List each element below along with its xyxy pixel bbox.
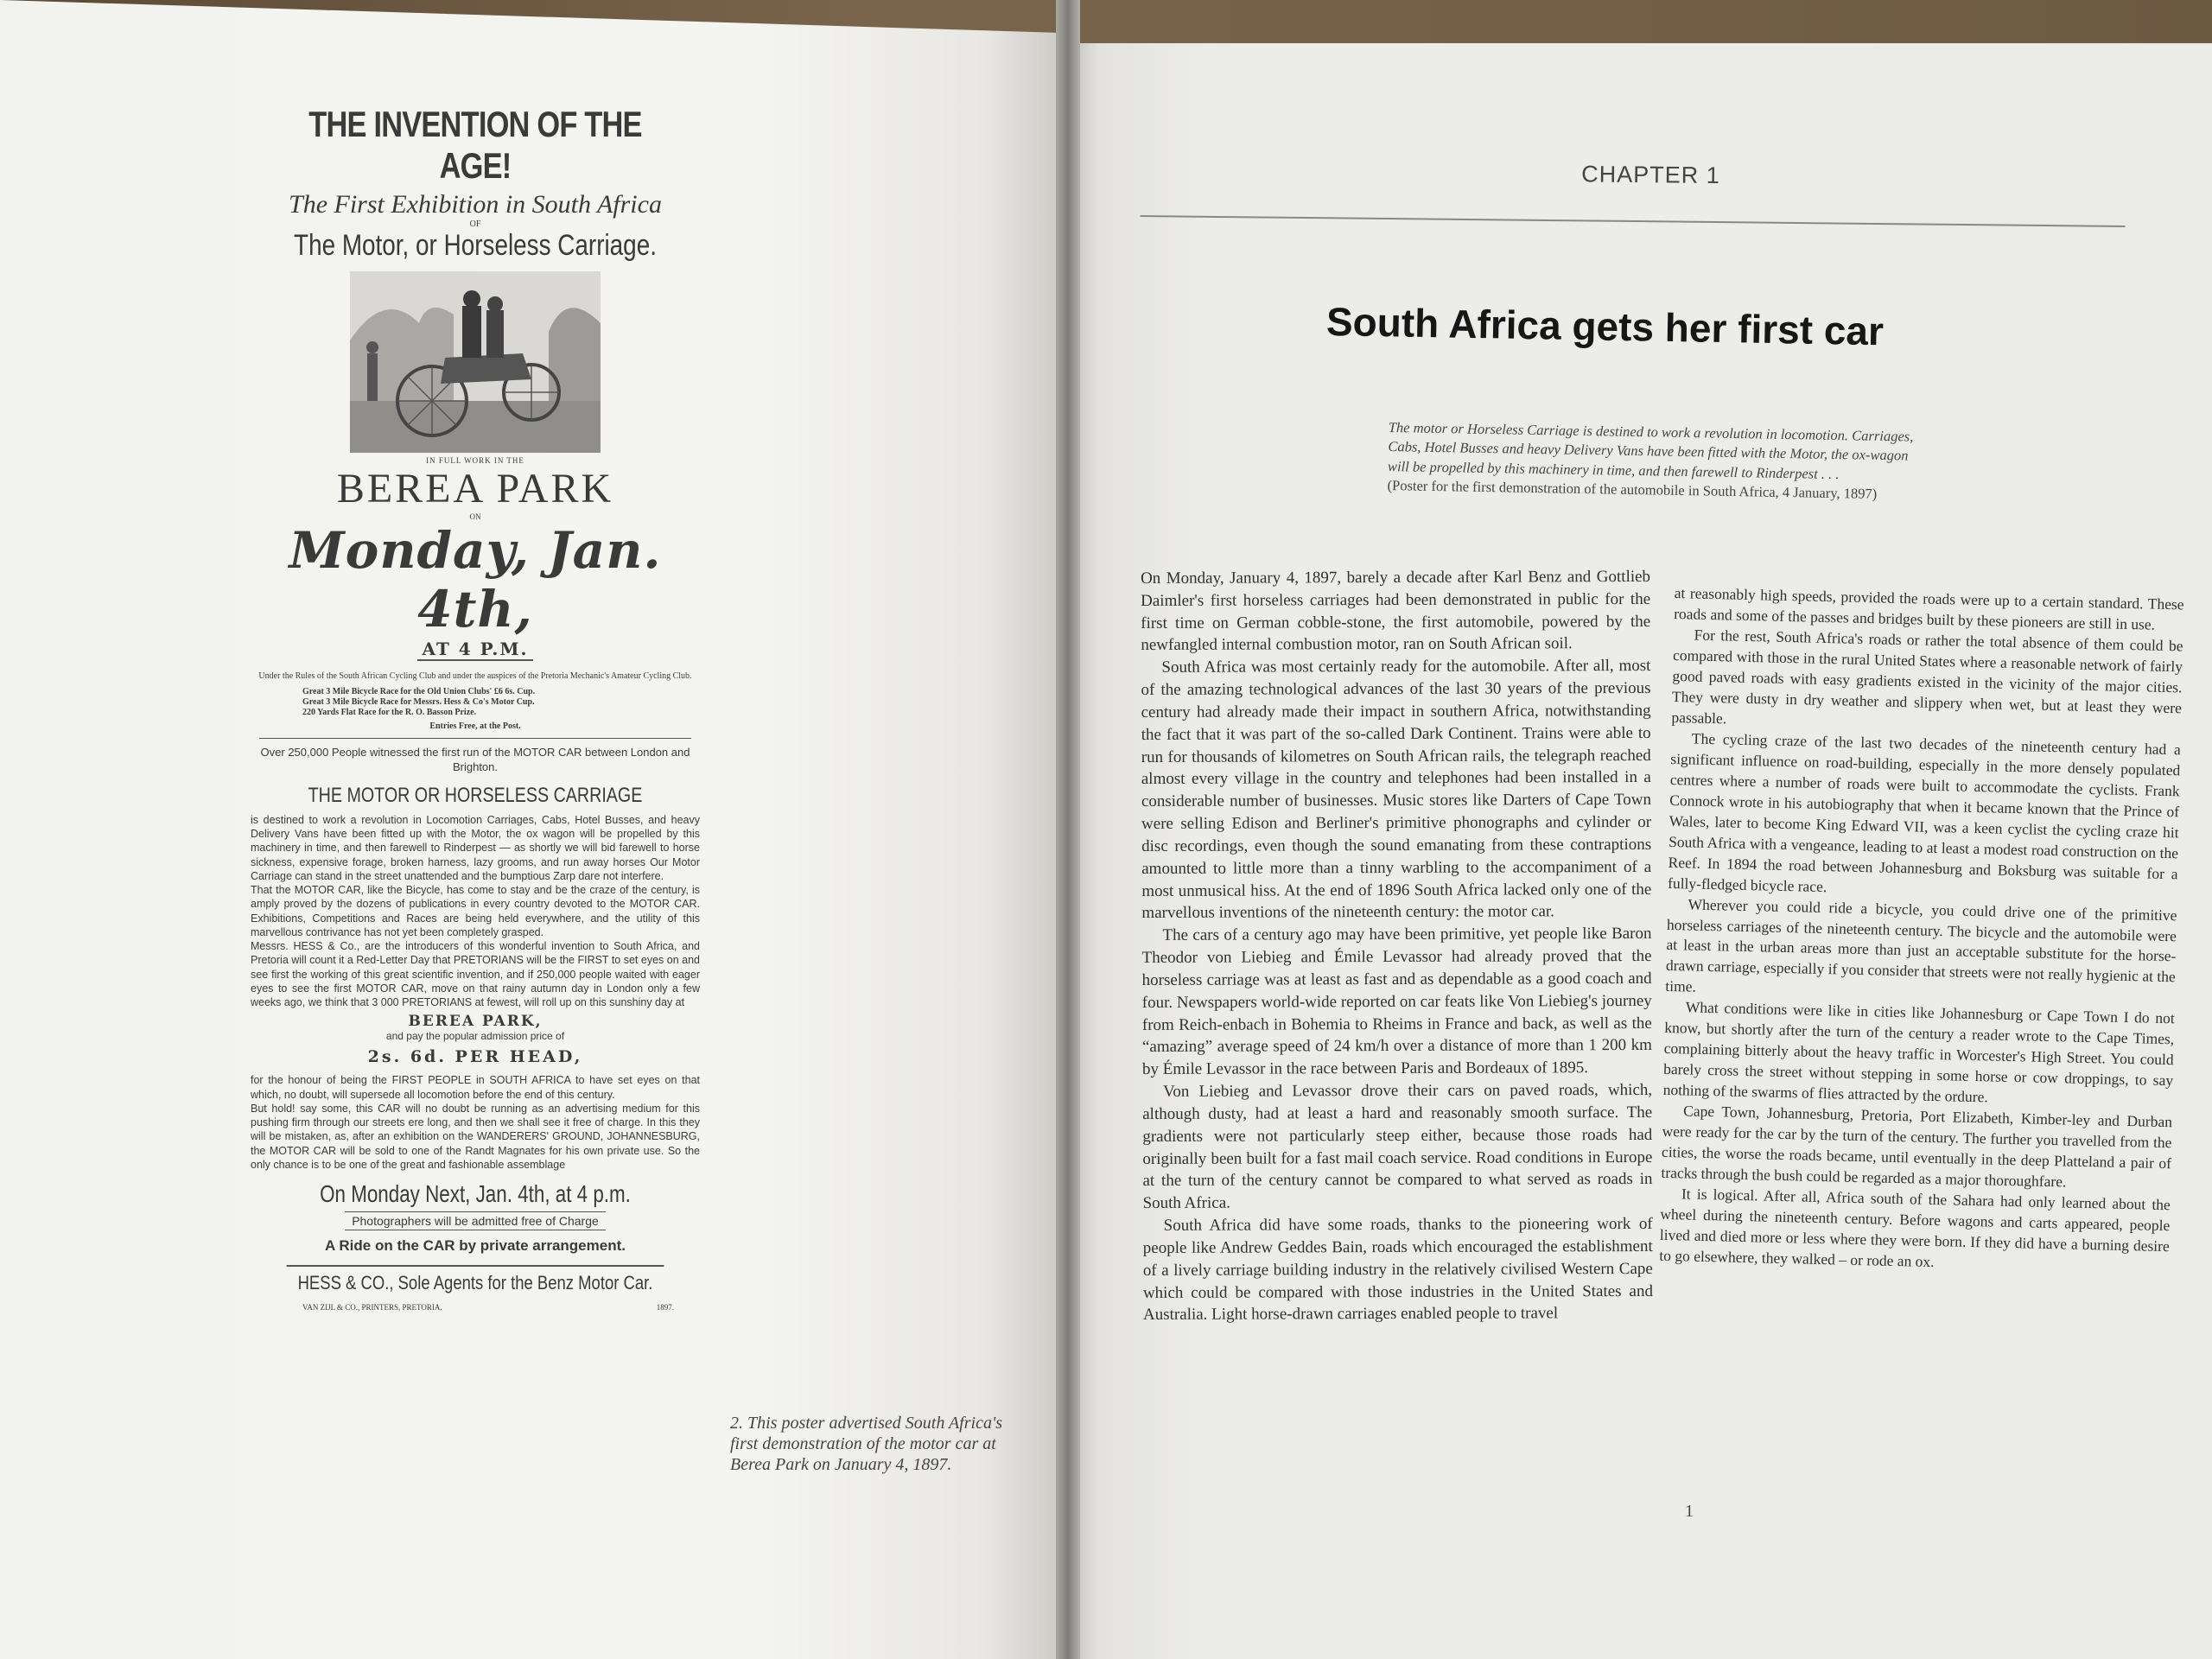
paragraph: South Africa did have some roads, thanks to the pioneering work of people like Andrew Geddes Bain, roads which encouraged the establishment of a lively carriage building industry in the relatively civilised Western Cape which could be compared with those industries in the United States and Australia. Light horse-drawn carriages enabled people to travel: [1142, 1214, 1653, 1325]
poster-over: Over 250,000 People witnessed the first run of the MOTOR CAR between London and Brighton.: [260, 746, 690, 773]
poster-printer: VAN ZIJL & CO., PRINTERS, PRETORIA.: [302, 1303, 442, 1313]
paragraph: The cars of a century ago may have been primitive, yet people like Baron Theodor von Liebieg and Émile Levassor had already proved that the horseless carriage was at least as fast and as dependable as a good coach and four. Newspapers world-wide reported on car feats like Von Liebieg's journey from Reich-enbach in Bohemia to Rheims in France and back, as well as the “amazing” average speed of 24 km/h over a distance of more than 1 200 km by Émile Levassor in the race between Paris and Bordeaux of 1895.: [1141, 925, 1652, 1079]
poster-race: Great 3 Mile Bicycle Race for Messrs. Hess & Co's Motor Cup.: [302, 697, 535, 707]
poster-body-5: But hold! say some, this CAR will no doubt be running as an advertising medium for this pushing firm through our streets ere long, and then we shall see it free of charge. In this they will be mistaken, as, after an exhibition on the WANDERERS' GROUND, JOHANNESBURG, the MOTOR CAR will be sold to one of the Randt Magnates for his own private use. So the only chance is to be one of the great and fashionable assemblage: [251, 1102, 700, 1171]
chapter-title: South Africa gets her first car: [1325, 299, 1885, 354]
poster-venue: BEREA PARK: [336, 466, 614, 512]
poster-next: On Monday Next, Jan. 4th, at 4 p.m.: [320, 1180, 631, 1208]
page-number: 1: [1685, 1502, 1694, 1521]
poster-year: 1897.: [656, 1303, 674, 1313]
poster-admission: and pay the popular admission price of: [385, 1030, 565, 1043]
poster-time: AT 4 P.M.: [417, 639, 534, 661]
poster-headline: THE INVENTION OF THE AGE!: [308, 104, 642, 186]
paragraph: Wherever you could ride a bicycle, you could drive one of the primitive horseless carriages of the nineteenth century. The bicycle and the automobile were at least in the urban areas more than just an acceptable substitute for the horse-drawn carriage, especially if you consider that streets were not really hygienic at the time.: [1665, 894, 2177, 996]
poster-in-full-work: IN FULL WORK IN THE: [426, 456, 524, 465]
figure-caption: 2. This poster advertised South Africa's first demonstration of the motor car at Berea Park on January 4, 1897.: [730, 1414, 1003, 1474]
paragraph: For the rest, South Africa's roads or rather the total absence of them could be compared with those in the rural United States where a reasonable network of fairly good paved roads with easy gradients existed in the vicinity of the major cities. They were dusty in dry weather and slippery when wet, but at least they were passable.: [1671, 626, 2183, 728]
poster-body-2: That the MOTOR CAR, like the Bicycle, has come to stay and be the craze of the century, is amply proved by the dozens of publications in every country devoted to the MOTOR CAR. Exhibitions, Competitions and Races are being held everywhere, and the utility of this marvellous contrivance has not yet been completely grasped.: [251, 884, 700, 938]
poster-photographers: Photographers will be admitted free of Charge: [345, 1211, 606, 1230]
poster-subject: The Motor, or Horseless Carriage.: [294, 229, 657, 262]
epigraph-source: (Poster for the first demonstration of the automobile in South Africa, 4 January, 1897): [1387, 476, 1878, 502]
poster-entries: Entries Free, at the Post.: [429, 721, 521, 731]
poster-motor-heading: THE MOTOR OR HORSELESS CARRIAGE: [308, 783, 643, 807]
paragraph: Cape Town, Johannesburg, Pretoria, Port Elizabeth, Kimber-ley and Durban were ready for the car by the turn of the century. The further you travelled from the cities, the worse the roads became, until eventually in the deep Platteland a pair of tracks through the bush could be regarded as a major thoroughfare.: [1661, 1102, 2173, 1191]
paragraph: The cycling craze of the last two decades of the nineteenth century had a significant influence on road-building, especially in the more densely populated centres where a number of roads were built to accommodate the cyclists. Frank Connock wrote in his autobiography that when it became known that the Prince of Wales, later to become King Edward VII, was a keen cyclist the cycling craze hit South Africa with a vengeance, leading to at least a modest road construction on the Reef. In 1894 the road between Johannesburg and Boksburg was suitable for a fully-fledged bicycle race.: [1667, 729, 2182, 895]
poster-rules: Under the Rules of the South African Cycling Club and under the auspices of the Pretoria Mechanic's Amateur Cycling Club.: [258, 671, 692, 681]
poster-on: ON: [469, 512, 481, 521]
poster-printer-line: [302, 1303, 674, 1312]
poster-body-1: is destined to work a revolution in Locomotion Carriages, Cabs, Hotel Busses, and heavy Delivery Vans have been fitted up with the Motor, the ox wagon will be propelled by this machinery in time, and then farewell to Rinderpest — as shortly we will bid farewell to horse sickness, expensive forage, broken harness, lazy grooms, and run away horses Our Motor Carriage can stand in the street unattended and the bumptious Zarp dare not interfere.: [251, 813, 700, 882]
poster-venue-2: BEREA PARK,: [408, 1013, 543, 1031]
epigraph: [1387, 418, 1923, 505]
paragraph: South Africa was most certainly ready for the automobile. After all, most of the amazing technological advances of the last 30 years of the previous century had already made their impact in southern Africa, notwithstanding the fact that it was part of the so-called Dark Continent. Trains were able to run for thousands of kilometres on South African rails, the telegraph reached almost every village in the country and telephones had been installed in a considerable number of businesses. Music stores like Darters of Cape Town were selling Edison and Berliner's primitive phonographs and cylinder or disc recordings, even though the sound emanating from these contraptions amounted to little more than a tinny warbling to the accompaniment of a most unmusical hiss. At the end of 1896 South Africa lacked only one of the marvellous inventions of the nineteenth century: the motor car.: [1141, 657, 1652, 923]
poster-body-4: for the honour of being the FIRST PEOPLE in SOUTH AFRICA to have set eyes on that which, no doubt, will supersede all locomotion before the end of this century.: [251, 1074, 700, 1101]
poster-date: Monday, Jan. 4th,: [289, 521, 662, 639]
poster: [251, 104, 700, 1312]
paragraph: It is logical. After all, Africa south of the Sahara had only learned about the wheel during the nineteenth century. Before wagons and carts appeared, people lived and died more or less where they were born. If they did have a burning desire to go elsewhere, they walked – or rode an ox.: [1659, 1185, 2171, 1271]
poster-agents: HESS & CO., Sole Agents for the Benz Motor Car.: [287, 1265, 664, 1294]
chapter-header: [1141, 155, 2126, 227]
poster-race: 220 Yards Flat Race for the R. O. Basson Prize.: [302, 708, 477, 717]
poster-divider: [259, 738, 691, 739]
text-column-2: [1659, 583, 2184, 1278]
poster-race: Great 3 Mile Bicycle Race for the Old Union Clubs' £6 6s. Cup.: [302, 687, 536, 696]
paragraph: On Monday, January 4, 1897, barely a decade after Karl Benz and Gottlieb Daimler's first horseless carriages had been demonstrated in public for the first time on German cobble-stone, the first automobile, powered by the newfangled internal combustion motor, ran on South African soil.: [1141, 567, 1651, 655]
paragraph: at reasonably high speeds, provided the roads were up to a certain standard. These roads and some of the passes and bridges built by these pioneers are still in use.: [1673, 583, 2184, 633]
paragraph: Von Liebieg and Levassor drove their cars on paved roads, which, although dusty, had at least a hard and reasonably smooth surface. The gradients were not particularly steep either, because those roads had originally been built for a fast mail coach service. Road conditions in Europe at the turn of the century cannot be compared to what served as roads in South Africa.: [1142, 1080, 1653, 1213]
chapter-label: CHAPTER 1: [1581, 161, 1720, 189]
poster-subhead: The First Exhibition in South Africa: [289, 190, 662, 219]
poster-races: [302, 687, 700, 718]
book-spine: [1056, 0, 1080, 1659]
text-column-1: [1141, 566, 1653, 1326]
poster-price: 2s. 6d. PER HEAD,: [367, 1047, 583, 1067]
horseless-carriage-engraving: [350, 271, 601, 453]
poster-ride: A Ride on the CAR by private arrangement.: [325, 1237, 626, 1255]
poster-of: OF: [469, 219, 481, 229]
epigraph-text: The motor or Horseless Carriage is destined to work a revolution in locomotion. Carriages, Cabs, Hotel Busses and heavy Delivery Vans have been fitted with the Motor, the ox-wagon will be propelled by this machinery in time, and then farewell to Rinderpest . . .: [1387, 418, 1914, 482]
paragraph: What conditions were like in cities like Johannesburg or Cape Town I do not know, but shortly after the turn of the century a reader wrote to the Cape Times, complaining bitterly about the heavy traffic in Worcester's High Street. You could barely cross the street without stepping in some horse or cow droppings, to say nothing of the swarms of flies attracted by the ordure.: [1662, 998, 2175, 1106]
poster-body-3: Messrs. HESS & Co., are the introducers of this wonderful invention to South Africa, and Pretoria will count it a Red-Letter Day that PRETORIANS will be the FIRST to set eyes on and see first the working of this great scientific invention, and if 250,000 people waited with eager eyes to see the first MOTOR CAR, move on that rainy autumn day in London only a few weeks ago, we think that 3 000 PRETORIANS at fewest, will roll up on this sunshiny day at: [251, 940, 700, 1009]
